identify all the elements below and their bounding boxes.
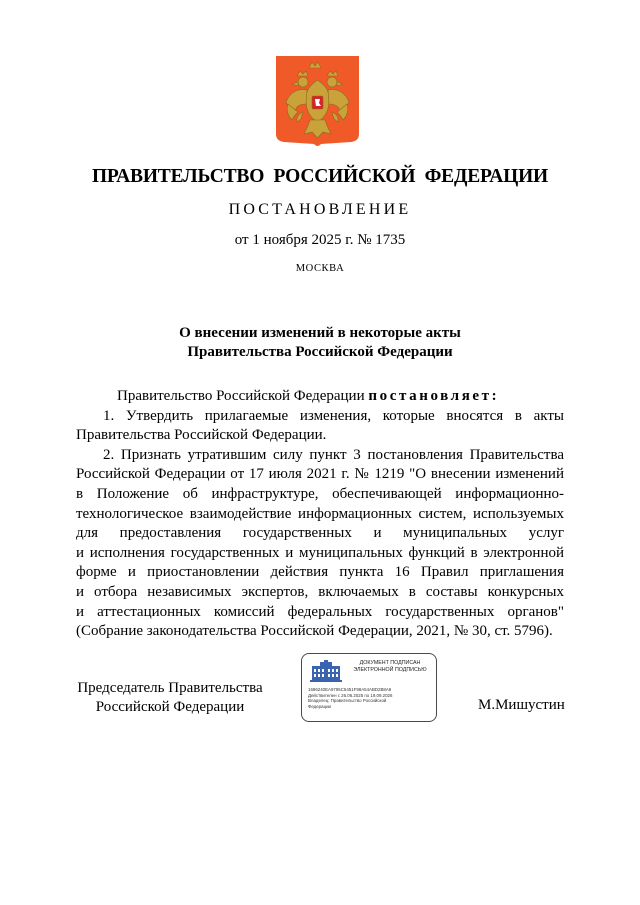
certificate-validity: Действителен с 26.06.2025 по 19.09.2026 [308, 692, 393, 698]
certificate-owner: Владелец: Правительство Российской [308, 698, 387, 704]
intro-text: Правительство Российской Федерации [117, 388, 369, 404]
item2-line: Российской Федерации от 17 июля 2021 г. № 1219 "О внесении изменений [76, 466, 564, 483]
double-headed-eagle-icon [276, 56, 359, 148]
stamp-title-line: ЭЛЕКТРОННОЙ ПОДПИСЬЮ [353, 666, 427, 673]
item2-line: и аттестационных комиссий федеральных государственных органов" [76, 603, 564, 620]
item2-line: (Собрание законодательства Российской Федерации, 2021, № 30, ст. 5796). [76, 623, 553, 640]
certificate-owner: Федерации [308, 703, 331, 709]
electronic-signature-stamp [301, 653, 437, 722]
stamp-title [346, 660, 434, 673]
certificate-number: 1696240EA9795C5451F98A54ABD2B8A9 [308, 687, 392, 692]
item1-line: Правительства Российской Федерации. [76, 427, 327, 444]
item2-line: и отбора независимых экспертов, включаемых в составы конкурсных [76, 583, 564, 600]
document-date-number: от 1 ноября 2025 г. № 1735 [234, 232, 406, 248]
state-emblem [276, 56, 359, 148]
item2-line: и исполнения государственных и муниципальных функций в электронной [76, 544, 564, 561]
document-body [76, 387, 564, 642]
item2-line: 2. Признать утратившим силу пункт 3 постановления Правительства [103, 446, 564, 463]
position-line: Российской Федерации [95, 699, 245, 715]
government-title: ПРАВИТЕЛЬСТВО РОССИЙСКОЙ ФЕДЕРАЦИИ [91, 166, 549, 187]
subject-line: О внесении изменений в некоторые акты [179, 325, 461, 341]
stamp-details [308, 687, 434, 709]
signatory-name: М.Мишустин [478, 697, 565, 713]
position-line: Председатель Правительства [77, 680, 263, 696]
item2-line: для предоставления государственных и муниципальных услуг [76, 525, 564, 542]
document-subject [0, 324, 640, 362]
item2-line: технологическое взаимодействие информационных систем, используемых [76, 505, 564, 522]
subject-line: Правительства Российской Федерации [187, 344, 453, 360]
item2-line: в Положение об инфраструктуре, обеспечивающей информационно- [76, 485, 564, 502]
signatory-position [70, 679, 270, 717]
intro-paragraph [76, 387, 564, 407]
document-city: МОСКВА [295, 263, 345, 274]
resolves-word: постановляет: [368, 388, 500, 404]
document-type: ПОСТАНОВЛЕНИЕ [228, 201, 412, 218]
item1-line: 1. Утвердить прилагаемые изменения, которые вносятся в акты [103, 407, 564, 424]
stamp-title-line: ДОКУМЕНТ ПОДПИСАН [359, 660, 421, 666]
government-building-icon [308, 660, 344, 684]
item2-line: форме и приостановлении действия пункта 16 Правил приглашения [76, 564, 564, 581]
